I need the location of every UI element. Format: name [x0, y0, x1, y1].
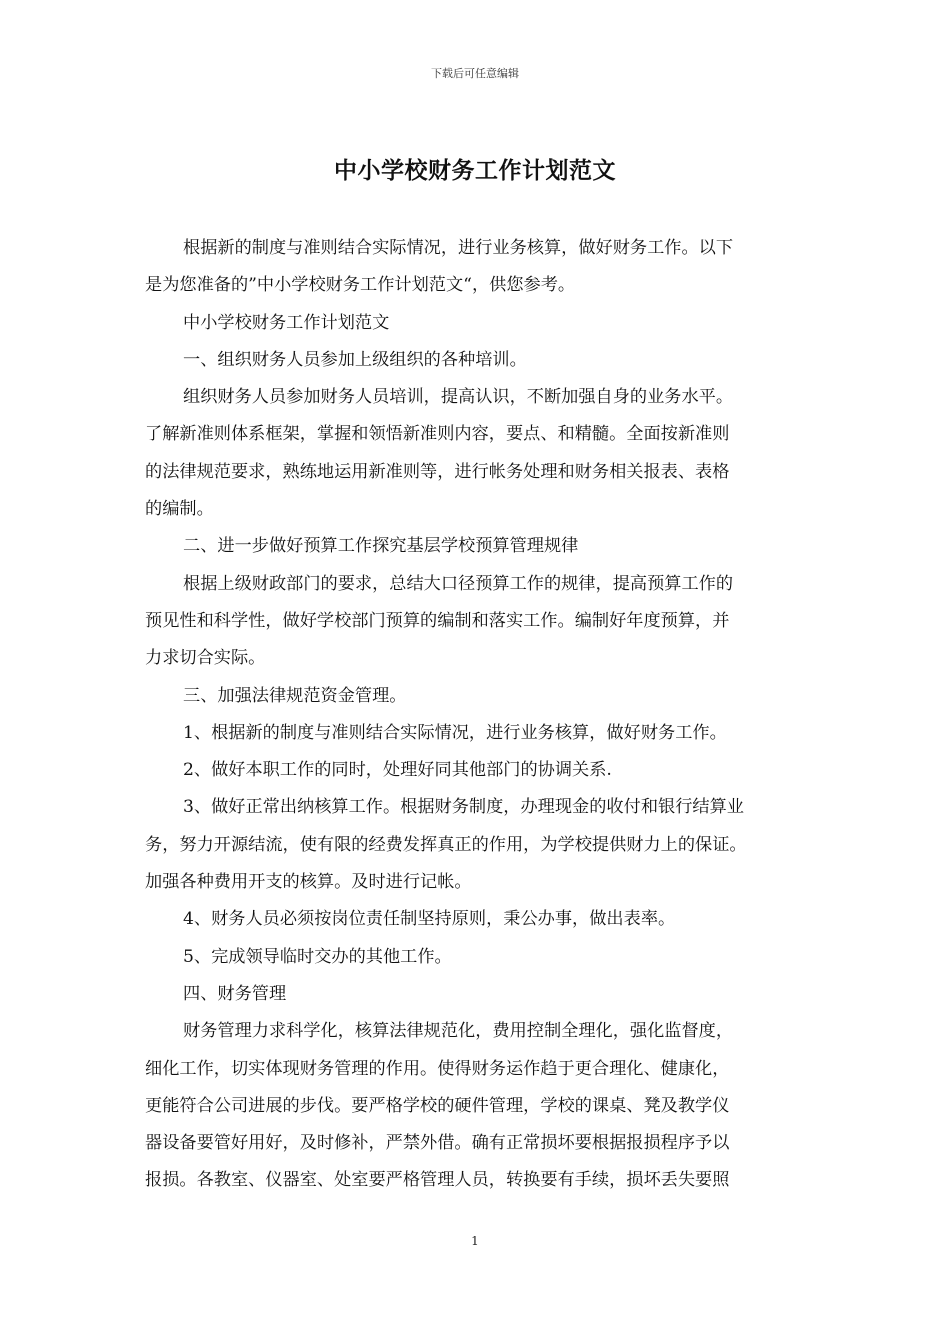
document-body [145, 230, 810, 1200]
paragraph-line: 力求切合实际。 [145, 648, 266, 669]
body-paragraph [145, 715, 810, 752]
paragraph-line: 器设备要管好用好，及时修补，严禁外借。确有正常损坏要根据报损程序予以 [145, 1133, 730, 1154]
paragraph-line: 4、财务人员必须按岗位责任制坚持原则，秉公办事，做出表率。 [183, 909, 676, 930]
paragraph-line: 3、做好正常出纳核算工作。根据财务制度，办理现金的收付和银行结算业 [183, 797, 744, 818]
body-paragraph [145, 1013, 810, 1199]
paragraph-line: 5、完成领导临时交办的其他工作。 [183, 946, 452, 967]
paragraph-line: 1、根据新的制度与准则结合实际情况，进行业务核算，做好财务工作。 [183, 722, 727, 743]
paragraph-line: 二、进一步做好预算工作探究基层学校预算管理规律 [183, 536, 579, 557]
paragraph-line: 是为您准备的”中小学校财务工作计划范文“，供您参考。 [145, 275, 576, 296]
page-number: 1 [471, 1234, 479, 1248]
body-paragraph [145, 379, 810, 528]
paragraph-line: 更能符合公司进展的步伐。要严格学校的硬件管理，学校的课桌、凳及教学仪 [145, 1095, 730, 1116]
body-paragraph [145, 752, 810, 789]
paragraph-line: 组织财务人员参加财务人员培训，提高认识，不断加强自身的业务水平。 [183, 387, 734, 408]
body-paragraph [145, 939, 810, 976]
paragraph-line: 的法律规范要求，熟练地运用新准则等，进行帐务处理和财务相关报表、表格 [145, 461, 730, 482]
paragraph-line: 根据新的制度与准则结合实际情况，进行业务核算，做好财务工作。以下 [183, 238, 734, 258]
body-paragraph [145, 566, 810, 678]
body-paragraph [145, 528, 810, 565]
body-paragraph [145, 678, 810, 715]
paragraph-line: 预见性和科学性，做好学校部门预算的编制和落实工作。编制好年度预算，并 [145, 610, 730, 631]
paragraph-line: 中小学校财务工作计划范文 [183, 312, 390, 333]
body-paragraph [145, 230, 810, 305]
paragraph-line: 三、加强法律规范资金管理。 [183, 685, 407, 706]
paragraph-line: 一、组织财务人员参加上级组织的各种培训。 [183, 349, 527, 370]
paragraph-line: 的编制。 [145, 499, 214, 520]
paragraph-line: 财务管理力求科学化，核算法律规范化，费用控制全理化，强化监督度， [183, 1021, 734, 1042]
paragraph-line: 四、财务管理 [183, 983, 287, 1004]
body-paragraph [145, 789, 810, 901]
body-paragraph [145, 342, 810, 379]
paragraph-line: 2、做好本职工作的同时，处理好同其他部门的协调关系. [183, 760, 612, 781]
paragraph-line: 了解新准则体系框架，掌握和领悟新准则内容，要点、和精髓。全面按新准则 [145, 424, 730, 445]
paragraph-line: 务，努力开源结流，使有限的经费发挥真正的作用，为学校提供财力上的保证。 [145, 834, 747, 855]
body-paragraph [145, 305, 810, 342]
paragraph-line: 报损。各教室、仪器室、处室要严格管理人员，转换要有手续，损坏丢失要照 [145, 1170, 730, 1191]
document-title: 中小学校财务工作计划范文 [334, 157, 616, 184]
page-header: 下载后可任意编辑 [431, 67, 519, 80]
paragraph-line: 加强各种费用开支的核算。及时进行记帐。 [145, 872, 472, 893]
body-paragraph [145, 976, 810, 1013]
paragraph-line: 细化工作，切实体现财务管理的作用。使得财务运作趋于更合理化、健康化， [145, 1058, 730, 1079]
body-paragraph [145, 901, 810, 938]
paragraph-line: 根据上级财政部门的要求，总结大口径预算工作的规律，提高预算工作的 [183, 573, 734, 594]
